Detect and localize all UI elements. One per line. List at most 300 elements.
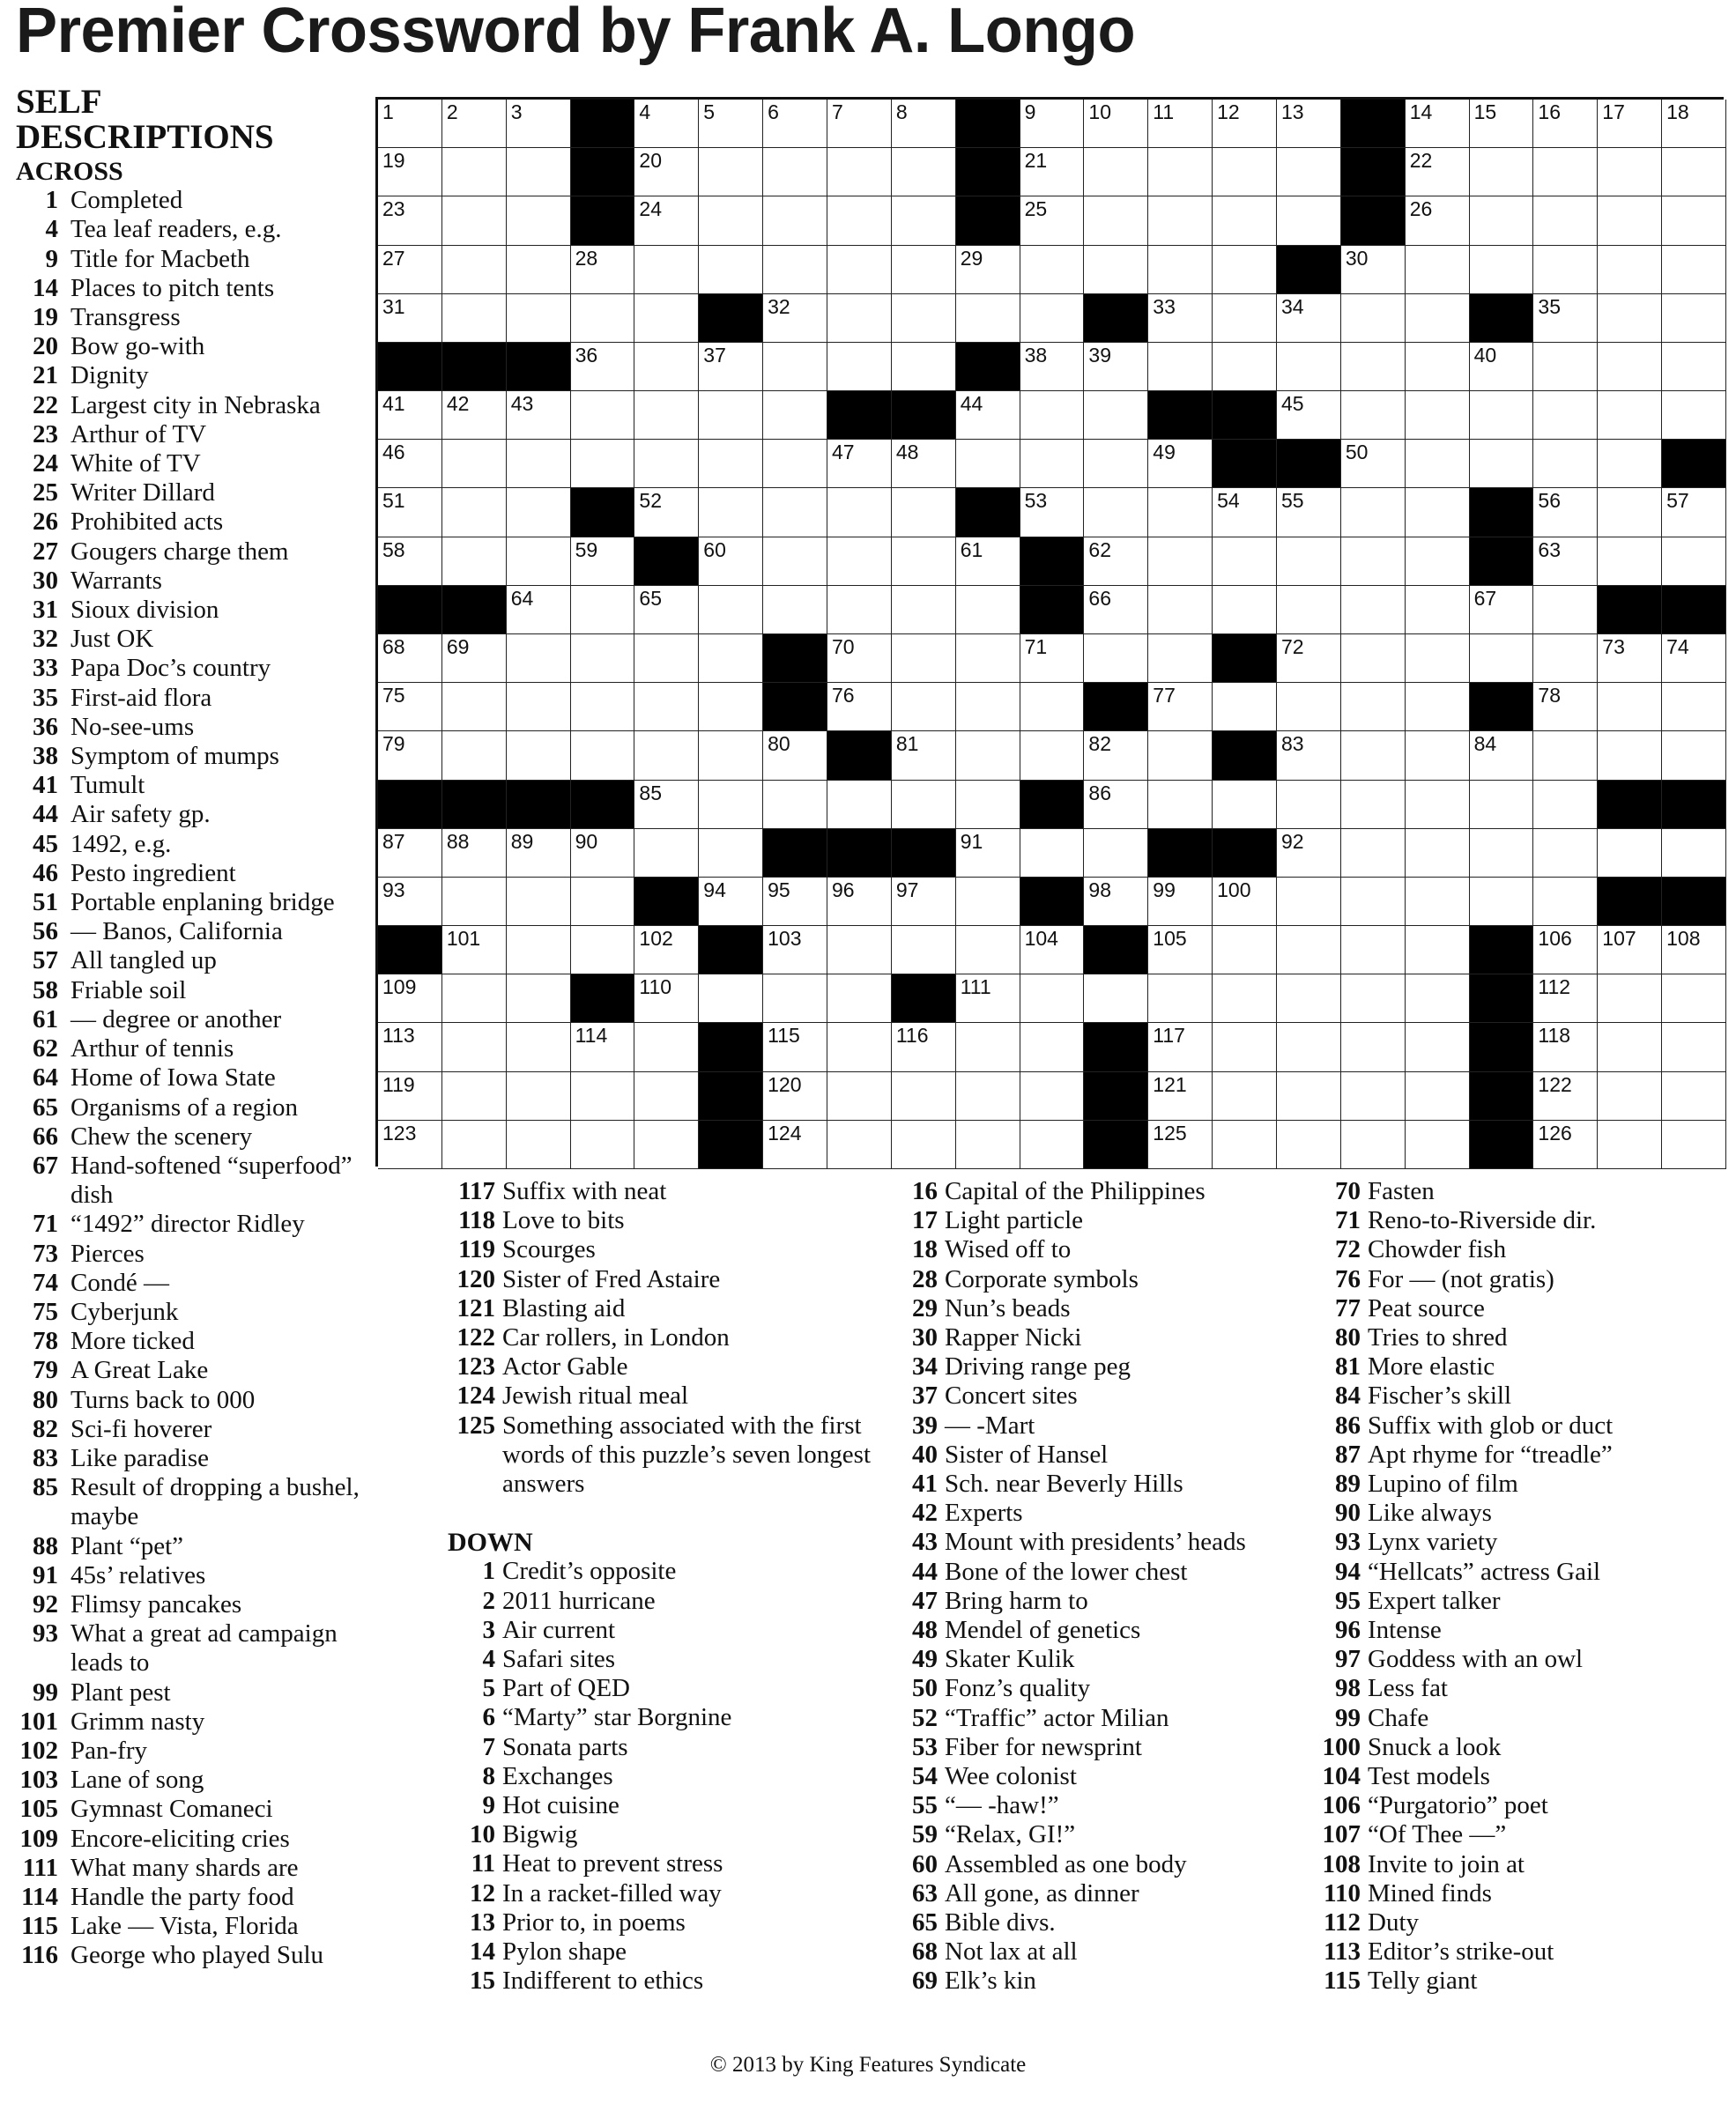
grid-cell[interactable]: [1213, 974, 1277, 1023]
grid-cell[interactable]: [634, 440, 699, 488]
grid-cell[interactable]: [1277, 537, 1341, 586]
grid-cell[interactable]: [571, 343, 635, 391]
grid-cell[interactable]: [699, 148, 763, 196]
down-clue[interactable]: [890, 1382, 1313, 1411]
grid-cell[interactable]: [1213, 196, 1277, 245]
grid-cell[interactable]: [827, 100, 892, 148]
across-clue[interactable]: [16, 742, 395, 771]
grid-cell[interactable]: [1148, 731, 1213, 780]
down-clue[interactable]: [890, 1850, 1313, 1879]
across-clue[interactable]: [16, 1122, 395, 1152]
grid-cell[interactable]: [634, 683, 699, 731]
grid-cell[interactable]: [571, 731, 635, 780]
down-clue[interactable]: [890, 1587, 1313, 1616]
grid-cell[interactable]: [827, 196, 892, 245]
grid-cell[interactable]: [634, 829, 699, 878]
grid-cell[interactable]: [699, 731, 763, 780]
grid-cell[interactable]: [1662, 974, 1726, 1023]
across-clue[interactable]: [16, 1532, 395, 1561]
grid-cell[interactable]: [956, 878, 1020, 926]
down-clue[interactable]: [890, 1791, 1313, 1820]
grid-cell[interactable]: [1020, 1023, 1085, 1071]
down-clue[interactable]: [1313, 1265, 1727, 1294]
grid-cell[interactable]: [699, 343, 763, 391]
grid-cell[interactable]: [827, 1023, 892, 1071]
across-clue[interactable]: [16, 976, 395, 1005]
across-clue[interactable]: [16, 684, 395, 713]
grid-cell[interactable]: [956, 294, 1020, 343]
grid-cell[interactable]: [1470, 829, 1534, 878]
grid-cell[interactable]: [1598, 829, 1662, 878]
across-clue[interactable]: [16, 215, 395, 244]
grid-cell[interactable]: [1213, 294, 1277, 343]
grid-cell[interactable]: [892, 781, 956, 829]
grid-cell[interactable]: [827, 974, 892, 1023]
grid-cell[interactable]: [1406, 683, 1470, 731]
grid-cell[interactable]: [1341, 731, 1406, 780]
grid-cell[interactable]: [1084, 634, 1148, 683]
grid-cell[interactable]: [1213, 148, 1277, 196]
grid-cell[interactable]: [1533, 974, 1598, 1023]
grid-cell[interactable]: [1533, 100, 1598, 148]
grid-cell[interactable]: [1084, 440, 1148, 488]
grid-cell[interactable]: [1341, 878, 1406, 926]
down-clue[interactable]: [1313, 1323, 1727, 1352]
down-clue[interactable]: [890, 1645, 1313, 1674]
grid-cell[interactable]: [634, 246, 699, 294]
down-clue[interactable]: [890, 1616, 1313, 1645]
grid-cell[interactable]: [1020, 294, 1085, 343]
grid-cell[interactable]: [1533, 926, 1598, 974]
grid-cell[interactable]: [1084, 878, 1148, 926]
grid-cell[interactable]: [1020, 488, 1085, 537]
grid-cell[interactable]: [892, 683, 956, 731]
grid-cell[interactable]: [1470, 391, 1534, 440]
grid-cell[interactable]: [1533, 829, 1598, 878]
down-clue[interactable]: [890, 1323, 1313, 1352]
down-clue[interactable]: [1313, 1470, 1727, 1499]
grid-cell[interactable]: [1406, 586, 1470, 634]
grid-cell[interactable]: [892, 196, 956, 245]
grid-cell[interactable]: [1277, 488, 1341, 537]
grid-cell[interactable]: [1213, 683, 1277, 731]
grid-cell[interactable]: [442, 1072, 507, 1121]
across-clue[interactable]: [16, 537, 395, 567]
grid-cell[interactable]: [1213, 781, 1277, 829]
grid-cell[interactable]: [634, 781, 699, 829]
grid-cell[interactable]: [1406, 1121, 1470, 1169]
grid-cell[interactable]: [699, 634, 763, 683]
grid-cell[interactable]: [1406, 100, 1470, 148]
grid-cell[interactable]: [827, 586, 892, 634]
down-clue[interactable]: [890, 1265, 1313, 1294]
grid-cell[interactable]: [378, 829, 442, 878]
across-clue[interactable]: [16, 1210, 395, 1239]
grid-cell[interactable]: [1020, 100, 1085, 148]
grid-cell[interactable]: [634, 586, 699, 634]
grid-cell[interactable]: [827, 781, 892, 829]
grid-cell[interactable]: [1598, 148, 1662, 196]
grid-cell[interactable]: [442, 829, 507, 878]
grid-cell[interactable]: [1406, 878, 1470, 926]
across-clue[interactable]: [448, 1294, 871, 1323]
grid-cell[interactable]: [442, 488, 507, 537]
grid-cell[interactable]: [571, 829, 635, 878]
grid-cell[interactable]: [1213, 878, 1277, 926]
across-clue[interactable]: [16, 1327, 395, 1356]
across-clue[interactable]: [16, 800, 395, 829]
grid-cell[interactable]: [378, 878, 442, 926]
grid-cell[interactable]: [571, 1023, 635, 1071]
grid-cell[interactable]: [1148, 781, 1213, 829]
down-clue[interactable]: [1313, 1382, 1727, 1411]
grid-cell[interactable]: [827, 1072, 892, 1121]
across-clue[interactable]: [16, 1152, 395, 1210]
grid-cell[interactable]: [956, 246, 1020, 294]
grid-cell[interactable]: [378, 537, 442, 586]
grid-cell[interactable]: [1406, 781, 1470, 829]
down-clue[interactable]: [890, 1499, 1313, 1528]
grid-cell[interactable]: [1084, 537, 1148, 586]
grid-cell[interactable]: [763, 731, 827, 780]
grid-cell[interactable]: [442, 148, 507, 196]
grid-cell[interactable]: [1148, 100, 1213, 148]
grid-cell[interactable]: [1598, 1023, 1662, 1071]
grid-cell[interactable]: [442, 246, 507, 294]
grid-cell[interactable]: [442, 196, 507, 245]
grid-cell[interactable]: [699, 196, 763, 245]
grid-cell[interactable]: [1470, 586, 1534, 634]
down-clue[interactable]: [1313, 1645, 1727, 1674]
grid-cell[interactable]: [1662, 391, 1726, 440]
grid-cell[interactable]: [1148, 683, 1213, 731]
grid-cell[interactable]: [507, 488, 571, 537]
grid-cell[interactable]: [1662, 634, 1726, 683]
grid-cell[interactable]: [892, 343, 956, 391]
grid-cell[interactable]: [1341, 537, 1406, 586]
grid-cell[interactable]: [1662, 488, 1726, 537]
grid-cell[interactable]: [507, 731, 571, 780]
grid-cell[interactable]: [571, 294, 635, 343]
grid-cell[interactable]: [827, 1121, 892, 1169]
grid-cell[interactable]: [1084, 586, 1148, 634]
across-clue[interactable]: [16, 1619, 395, 1678]
across-clue[interactable]: [16, 186, 395, 215]
grid-cell[interactable]: [763, 488, 827, 537]
grid-cell[interactable]: [1406, 343, 1470, 391]
grid-cell[interactable]: [1148, 246, 1213, 294]
down-clue[interactable]: [1313, 1616, 1727, 1645]
down-clue[interactable]: [1313, 1558, 1727, 1587]
grid-cell[interactable]: [956, 1023, 1020, 1071]
grid-cell[interactable]: [507, 878, 571, 926]
down-clue[interactable]: [1313, 1908, 1727, 1937]
grid-cell[interactable]: [1406, 829, 1470, 878]
across-clue[interactable]: [16, 1356, 395, 1385]
grid-cell[interactable]: [1341, 829, 1406, 878]
grid-cell[interactable]: [1148, 586, 1213, 634]
grid-cell[interactable]: [378, 731, 442, 780]
grid-cell[interactable]: [763, 294, 827, 343]
grid-cell[interactable]: [1084, 196, 1148, 245]
grid-cell[interactable]: [507, 1023, 571, 1071]
grid-cell[interactable]: [442, 100, 507, 148]
down-clue[interactable]: [448, 1791, 871, 1820]
grid-cell[interactable]: [763, 537, 827, 586]
down-clue[interactable]: [890, 1820, 1313, 1849]
grid-cell[interactable]: [1277, 634, 1341, 683]
down-clue[interactable]: [448, 1703, 871, 1732]
across-clue[interactable]: [16, 1005, 395, 1034]
grid-cell[interactable]: [507, 148, 571, 196]
grid-cell[interactable]: [827, 440, 892, 488]
grid-cell[interactable]: [956, 926, 1020, 974]
grid-cell[interactable]: [1277, 878, 1341, 926]
grid-cell[interactable]: [1084, 391, 1148, 440]
across-clue[interactable]: [16, 420, 395, 449]
grid-cell[interactable]: [378, 100, 442, 148]
grid-cell[interactable]: [634, 731, 699, 780]
grid-cell[interactable]: [507, 683, 571, 731]
grid-cell[interactable]: [1406, 537, 1470, 586]
grid-cell[interactable]: [1020, 634, 1085, 683]
grid-cell[interactable]: [1598, 100, 1662, 148]
grid-cell[interactable]: [1020, 1121, 1085, 1169]
grid-cell[interactable]: [1533, 391, 1598, 440]
grid-cell[interactable]: [1213, 926, 1277, 974]
grid-cell[interactable]: [1277, 1072, 1341, 1121]
grid-cell[interactable]: [378, 294, 442, 343]
grid-cell[interactable]: [892, 1072, 956, 1121]
grid-cell[interactable]: [1084, 100, 1148, 148]
grid-cell[interactable]: [763, 196, 827, 245]
grid-cell[interactable]: [1662, 829, 1726, 878]
grid-cell[interactable]: [442, 731, 507, 780]
grid-cell[interactable]: [378, 196, 442, 245]
down-clue[interactable]: [890, 1937, 1313, 1967]
grid-cell[interactable]: [507, 196, 571, 245]
grid-cell[interactable]: [699, 391, 763, 440]
grid-cell[interactable]: [892, 1121, 956, 1169]
down-clue[interactable]: [1313, 1879, 1727, 1908]
grid-cell[interactable]: [507, 1072, 571, 1121]
grid-cell[interactable]: [763, 440, 827, 488]
grid-cell[interactable]: [634, 100, 699, 148]
grid-cell[interactable]: [571, 1121, 635, 1169]
grid-cell[interactable]: [1533, 343, 1598, 391]
across-clue[interactable]: [16, 1269, 395, 1298]
grid-cell[interactable]: [1277, 1023, 1341, 1071]
grid-cell[interactable]: [1341, 488, 1406, 537]
down-clue[interactable]: [890, 1411, 1313, 1441]
grid-cell[interactable]: [1213, 246, 1277, 294]
down-clue[interactable]: [890, 1762, 1313, 1791]
grid-cell[interactable]: [442, 634, 507, 683]
grid-cell[interactable]: [1406, 148, 1470, 196]
grid-cell[interactable]: [1598, 974, 1662, 1023]
grid-cell[interactable]: [1533, 1023, 1598, 1071]
across-clue[interactable]: [16, 771, 395, 800]
grid-cell[interactable]: [1662, 1072, 1726, 1121]
grid-cell[interactable]: [1084, 246, 1148, 294]
grid-cell[interactable]: [634, 148, 699, 196]
grid-cell[interactable]: [763, 781, 827, 829]
across-clue[interactable]: [16, 1034, 395, 1063]
grid-cell[interactable]: [1341, 343, 1406, 391]
grid-cell[interactable]: [1020, 683, 1085, 731]
grid-cell[interactable]: [1277, 683, 1341, 731]
grid-cell[interactable]: [1148, 148, 1213, 196]
grid-cell[interactable]: [1470, 781, 1534, 829]
grid-cell[interactable]: [1277, 148, 1341, 196]
across-clue[interactable]: [16, 596, 395, 625]
grid-cell[interactable]: [763, 343, 827, 391]
grid-cell[interactable]: [1341, 683, 1406, 731]
grid-cell[interactable]: [892, 634, 956, 683]
grid-cell[interactable]: [1277, 1121, 1341, 1169]
down-clue[interactable]: [1313, 1441, 1727, 1470]
grid-cell[interactable]: [507, 100, 571, 148]
grid-cell[interactable]: [442, 926, 507, 974]
across-clue[interactable]: [16, 332, 395, 361]
grid-cell[interactable]: [1020, 391, 1085, 440]
grid-cell[interactable]: [1341, 1023, 1406, 1071]
grid-cell[interactable]: [634, 926, 699, 974]
grid-cell[interactable]: [571, 440, 635, 488]
down-clue[interactable]: [1313, 1235, 1727, 1264]
down-clue[interactable]: [448, 1587, 871, 1616]
grid-cell[interactable]: [1406, 634, 1470, 683]
grid-cell[interactable]: [892, 440, 956, 488]
grid-cell[interactable]: [1148, 878, 1213, 926]
across-clue[interactable]: [16, 361, 395, 390]
grid-cell[interactable]: [892, 926, 956, 974]
grid-cell[interactable]: [892, 100, 956, 148]
grid-cell[interactable]: [1148, 294, 1213, 343]
grid-cell[interactable]: [1533, 440, 1598, 488]
grid-cell[interactable]: [892, 246, 956, 294]
grid-cell[interactable]: [1277, 100, 1341, 148]
grid-cell[interactable]: [1084, 731, 1148, 780]
grid-cell[interactable]: [1020, 1072, 1085, 1121]
across-clue[interactable]: [16, 1561, 395, 1590]
down-clue[interactable]: [890, 1206, 1313, 1235]
grid-cell[interactable]: [1277, 781, 1341, 829]
grid-cell[interactable]: [1598, 926, 1662, 974]
down-clue[interactable]: [1313, 1704, 1727, 1733]
across-clue[interactable]: [448, 1382, 871, 1411]
grid-cell[interactable]: [699, 100, 763, 148]
grid-cell[interactable]: [1148, 440, 1213, 488]
across-clue[interactable]: [16, 1707, 395, 1737]
grid-cell[interactable]: [1406, 196, 1470, 245]
down-clue[interactable]: [1313, 1499, 1727, 1528]
grid-cell[interactable]: [1406, 974, 1470, 1023]
grid-cell[interactable]: [1406, 294, 1470, 343]
grid-cell[interactable]: [1662, 343, 1726, 391]
down-clue[interactable]: [1313, 1791, 1727, 1820]
grid-cell[interactable]: [1406, 488, 1470, 537]
down-clue[interactable]: [448, 1762, 871, 1791]
grid-cell[interactable]: [1084, 781, 1148, 829]
grid-cell[interactable]: [1470, 100, 1534, 148]
down-clue[interactable]: [1313, 1177, 1727, 1206]
grid-cell[interactable]: [507, 294, 571, 343]
grid-cell[interactable]: [378, 148, 442, 196]
grid-cell[interactable]: [1470, 246, 1534, 294]
grid-cell[interactable]: [1277, 974, 1341, 1023]
grid-cell[interactable]: [699, 537, 763, 586]
grid-cell[interactable]: [1277, 731, 1341, 780]
across-clue[interactable]: [16, 1737, 395, 1766]
grid-cell[interactable]: [634, 391, 699, 440]
grid-cell[interactable]: [699, 974, 763, 1023]
grid-cell[interactable]: [763, 148, 827, 196]
grid-cell[interactable]: [956, 683, 1020, 731]
grid-cell[interactable]: [956, 440, 1020, 488]
down-clue[interactable]: [890, 1674, 1313, 1703]
across-clue[interactable]: [16, 1854, 395, 1883]
grid-cell[interactable]: [1533, 488, 1598, 537]
grid-cell[interactable]: [1533, 634, 1598, 683]
down-clue[interactable]: [1313, 1352, 1727, 1382]
down-clue[interactable]: [1313, 1762, 1727, 1791]
down-clue[interactable]: [890, 1704, 1313, 1733]
grid-cell[interactable]: [956, 781, 1020, 829]
grid-cell[interactable]: [634, 343, 699, 391]
down-clue[interactable]: [1313, 1820, 1727, 1849]
grid-cell[interactable]: [827, 246, 892, 294]
across-clue[interactable]: [448, 1177, 871, 1206]
grid-cell[interactable]: [1277, 586, 1341, 634]
grid-cell[interactable]: [1020, 343, 1085, 391]
grid-cell[interactable]: [1470, 878, 1534, 926]
grid-cell[interactable]: [892, 148, 956, 196]
down-clue[interactable]: [1313, 1294, 1727, 1323]
grid-cell[interactable]: [507, 634, 571, 683]
grid-cell[interactable]: [442, 1121, 507, 1169]
grid-cell[interactable]: [442, 537, 507, 586]
grid-cell[interactable]: [699, 878, 763, 926]
grid-cell[interactable]: [827, 148, 892, 196]
grid-cell[interactable]: [1662, 731, 1726, 780]
down-clue[interactable]: [890, 1470, 1313, 1499]
down-clue[interactable]: [890, 1177, 1313, 1206]
grid-cell[interactable]: [1598, 488, 1662, 537]
grid-cell[interactable]: [1533, 294, 1598, 343]
grid-cell[interactable]: [1406, 1072, 1470, 1121]
grid-cell[interactable]: [1406, 926, 1470, 974]
grid-cell[interactable]: [892, 488, 956, 537]
grid-cell[interactable]: [1598, 683, 1662, 731]
down-clue[interactable]: [448, 1849, 871, 1878]
grid-cell[interactable]: [571, 391, 635, 440]
across-clue[interactable]: [16, 917, 395, 946]
grid-cell[interactable]: [1213, 1023, 1277, 1071]
grid-cell[interactable]: [956, 1121, 1020, 1169]
grid-cell[interactable]: [378, 391, 442, 440]
grid-cell[interactable]: [1406, 440, 1470, 488]
grid-cell[interactable]: [507, 586, 571, 634]
grid-cell[interactable]: [571, 683, 635, 731]
across-clue[interactable]: [16, 1093, 395, 1122]
across-clue[interactable]: [448, 1265, 871, 1294]
grid-cell[interactable]: [892, 537, 956, 586]
grid-cell[interactable]: [827, 294, 892, 343]
grid-cell[interactable]: [1341, 440, 1406, 488]
grid-cell[interactable]: [1148, 196, 1213, 245]
grid-cell[interactable]: [1148, 1023, 1213, 1071]
